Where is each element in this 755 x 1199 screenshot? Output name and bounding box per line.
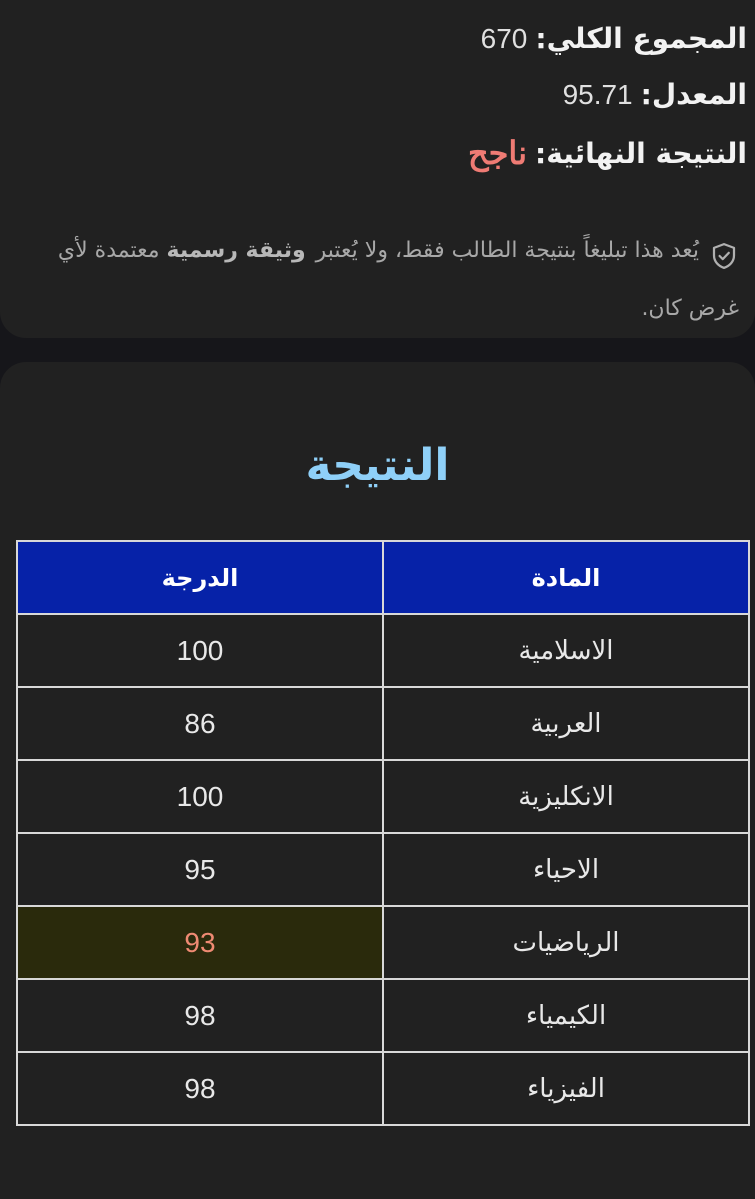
shield-check-icon xyxy=(709,236,739,266)
table-row xyxy=(17,687,749,760)
grade-cell: 95 xyxy=(17,833,383,906)
average-row xyxy=(563,78,747,111)
grade-cell: 98 xyxy=(17,1052,383,1125)
table-row xyxy=(17,614,749,687)
grade-cell: 100 xyxy=(17,614,383,687)
total-value: 670 xyxy=(480,22,528,54)
average-value: 95.71 xyxy=(562,78,633,110)
table-row xyxy=(17,979,749,1052)
subject-column-header: المادة xyxy=(383,541,749,614)
final-result-label: النتيجة النهائية: xyxy=(535,136,747,170)
table-row-highlighted xyxy=(17,906,749,979)
final-result-row xyxy=(468,134,747,172)
subject-cell: الفيزياء xyxy=(383,1052,749,1125)
disclaimer-text: يُعد هذا تبليغاً بنتيجة الطالب فقط، ولا يُعتبر xyxy=(315,238,699,263)
result-title: النتيجة xyxy=(305,440,450,491)
grade-cell: 100 xyxy=(17,760,383,833)
grade-cell: 86 xyxy=(17,687,383,760)
disclaimer-tail-text: معتمدة لأي غرض كان. xyxy=(57,238,739,321)
subject-cell: الرياضيات xyxy=(383,906,749,979)
table-row xyxy=(17,833,749,906)
table-row xyxy=(17,1052,749,1125)
subject-cell: الكيمياء xyxy=(383,979,749,1052)
disclaimer-notice xyxy=(14,222,739,338)
grade-cell-highlighted: 93 xyxy=(17,906,383,979)
grade-column-header: الدرجة xyxy=(17,541,383,614)
grades-table xyxy=(16,540,750,1126)
average-label: المعدل: xyxy=(640,78,747,111)
subject-cell: العربية xyxy=(383,687,749,760)
table-header-row xyxy=(17,541,749,614)
total-row xyxy=(481,22,747,55)
total-label: المجموع الكلي: xyxy=(535,22,747,55)
subject-cell: الاحياء xyxy=(383,833,749,906)
table-row xyxy=(17,760,749,833)
disclaimer-bold-text: وثيقة رسمية xyxy=(166,238,306,263)
subject-cell: الاسلامية xyxy=(383,614,749,687)
grade-cell: 98 xyxy=(17,979,383,1052)
subject-cell: الانكليزية xyxy=(383,760,749,833)
final-result-value: ناجح xyxy=(467,135,528,171)
